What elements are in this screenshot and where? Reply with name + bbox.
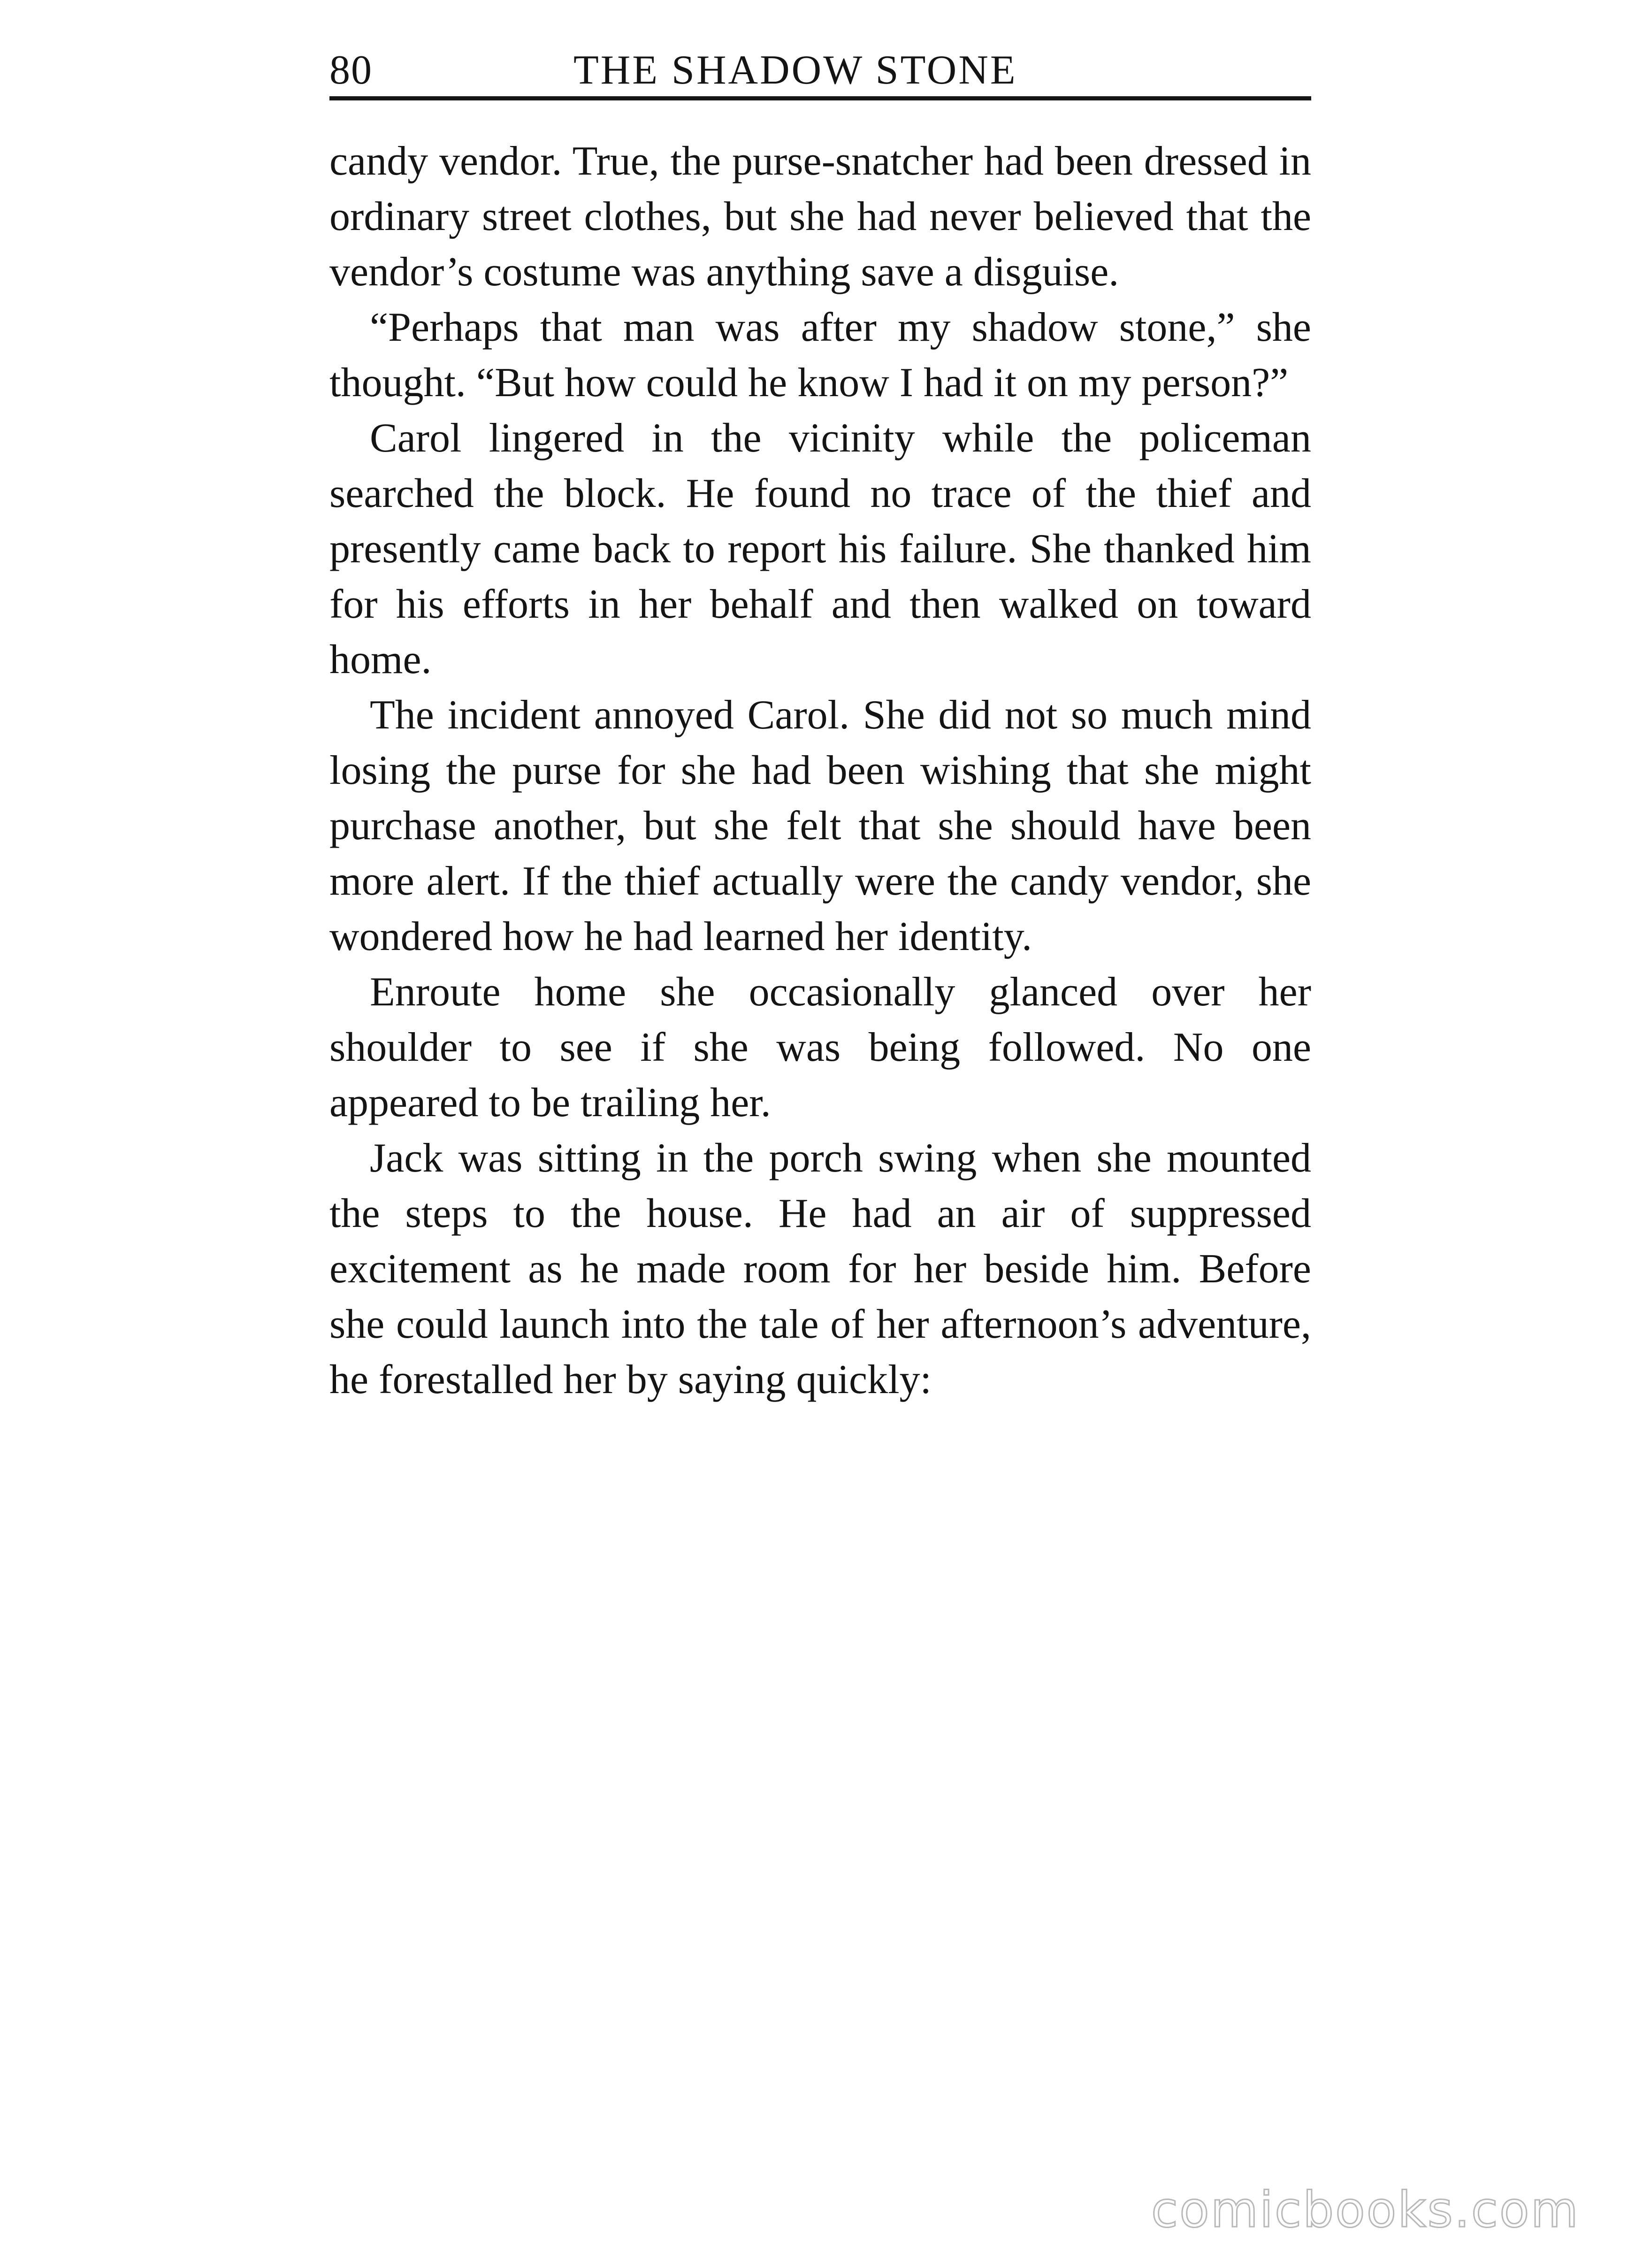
page-header (329, 40, 1311, 101)
paragraph: The incident annoyed Carol. She did not so much mind losing the purse for she had been wishing that she might purchase another, but she felt that she should have been more alert. If the thief actually were the candy vendor, she wondered how he had learned her identity. (329, 692, 1311, 959)
header-rule (329, 96, 1311, 100)
body-text (329, 134, 1311, 1408)
running-head: THE SHADOW STONE (573, 47, 1017, 93)
watermark: comicbooks.com (1151, 2181, 1580, 2238)
page-number: 80 (329, 47, 373, 93)
paragraph-continued: candy vendor. True, the purse-snatcher had been dressed in ordinary street clothes, but she had never believed that the vendor’s costume was anything save a disguise. (329, 138, 1311, 295)
paragraph: Jack was sitting in the porch swing when she mounted the steps to the house. He had an air of suppressed excitement as he made room for her beside him. Before she could launch into the tale of her afternoon’s adventure, he forestalled her by saying quickly: (329, 1135, 1311, 1402)
paragraph: Enroute home she occasionally glanced over her shoulder to see if she was being followed. No one appeared to be trailing her. (329, 969, 1311, 1126)
paragraph: “Perhaps that man was after my shadow stone,” she thought. “But how could he know I had it on my person?” (329, 305, 1311, 406)
paragraph: Carol lingered in the vicinity while the policeman searched the block. He found no trace of the thief and presently came back to report his failure. She thanked him for his efforts in her behalf and then walked on toward home. (329, 415, 1311, 682)
